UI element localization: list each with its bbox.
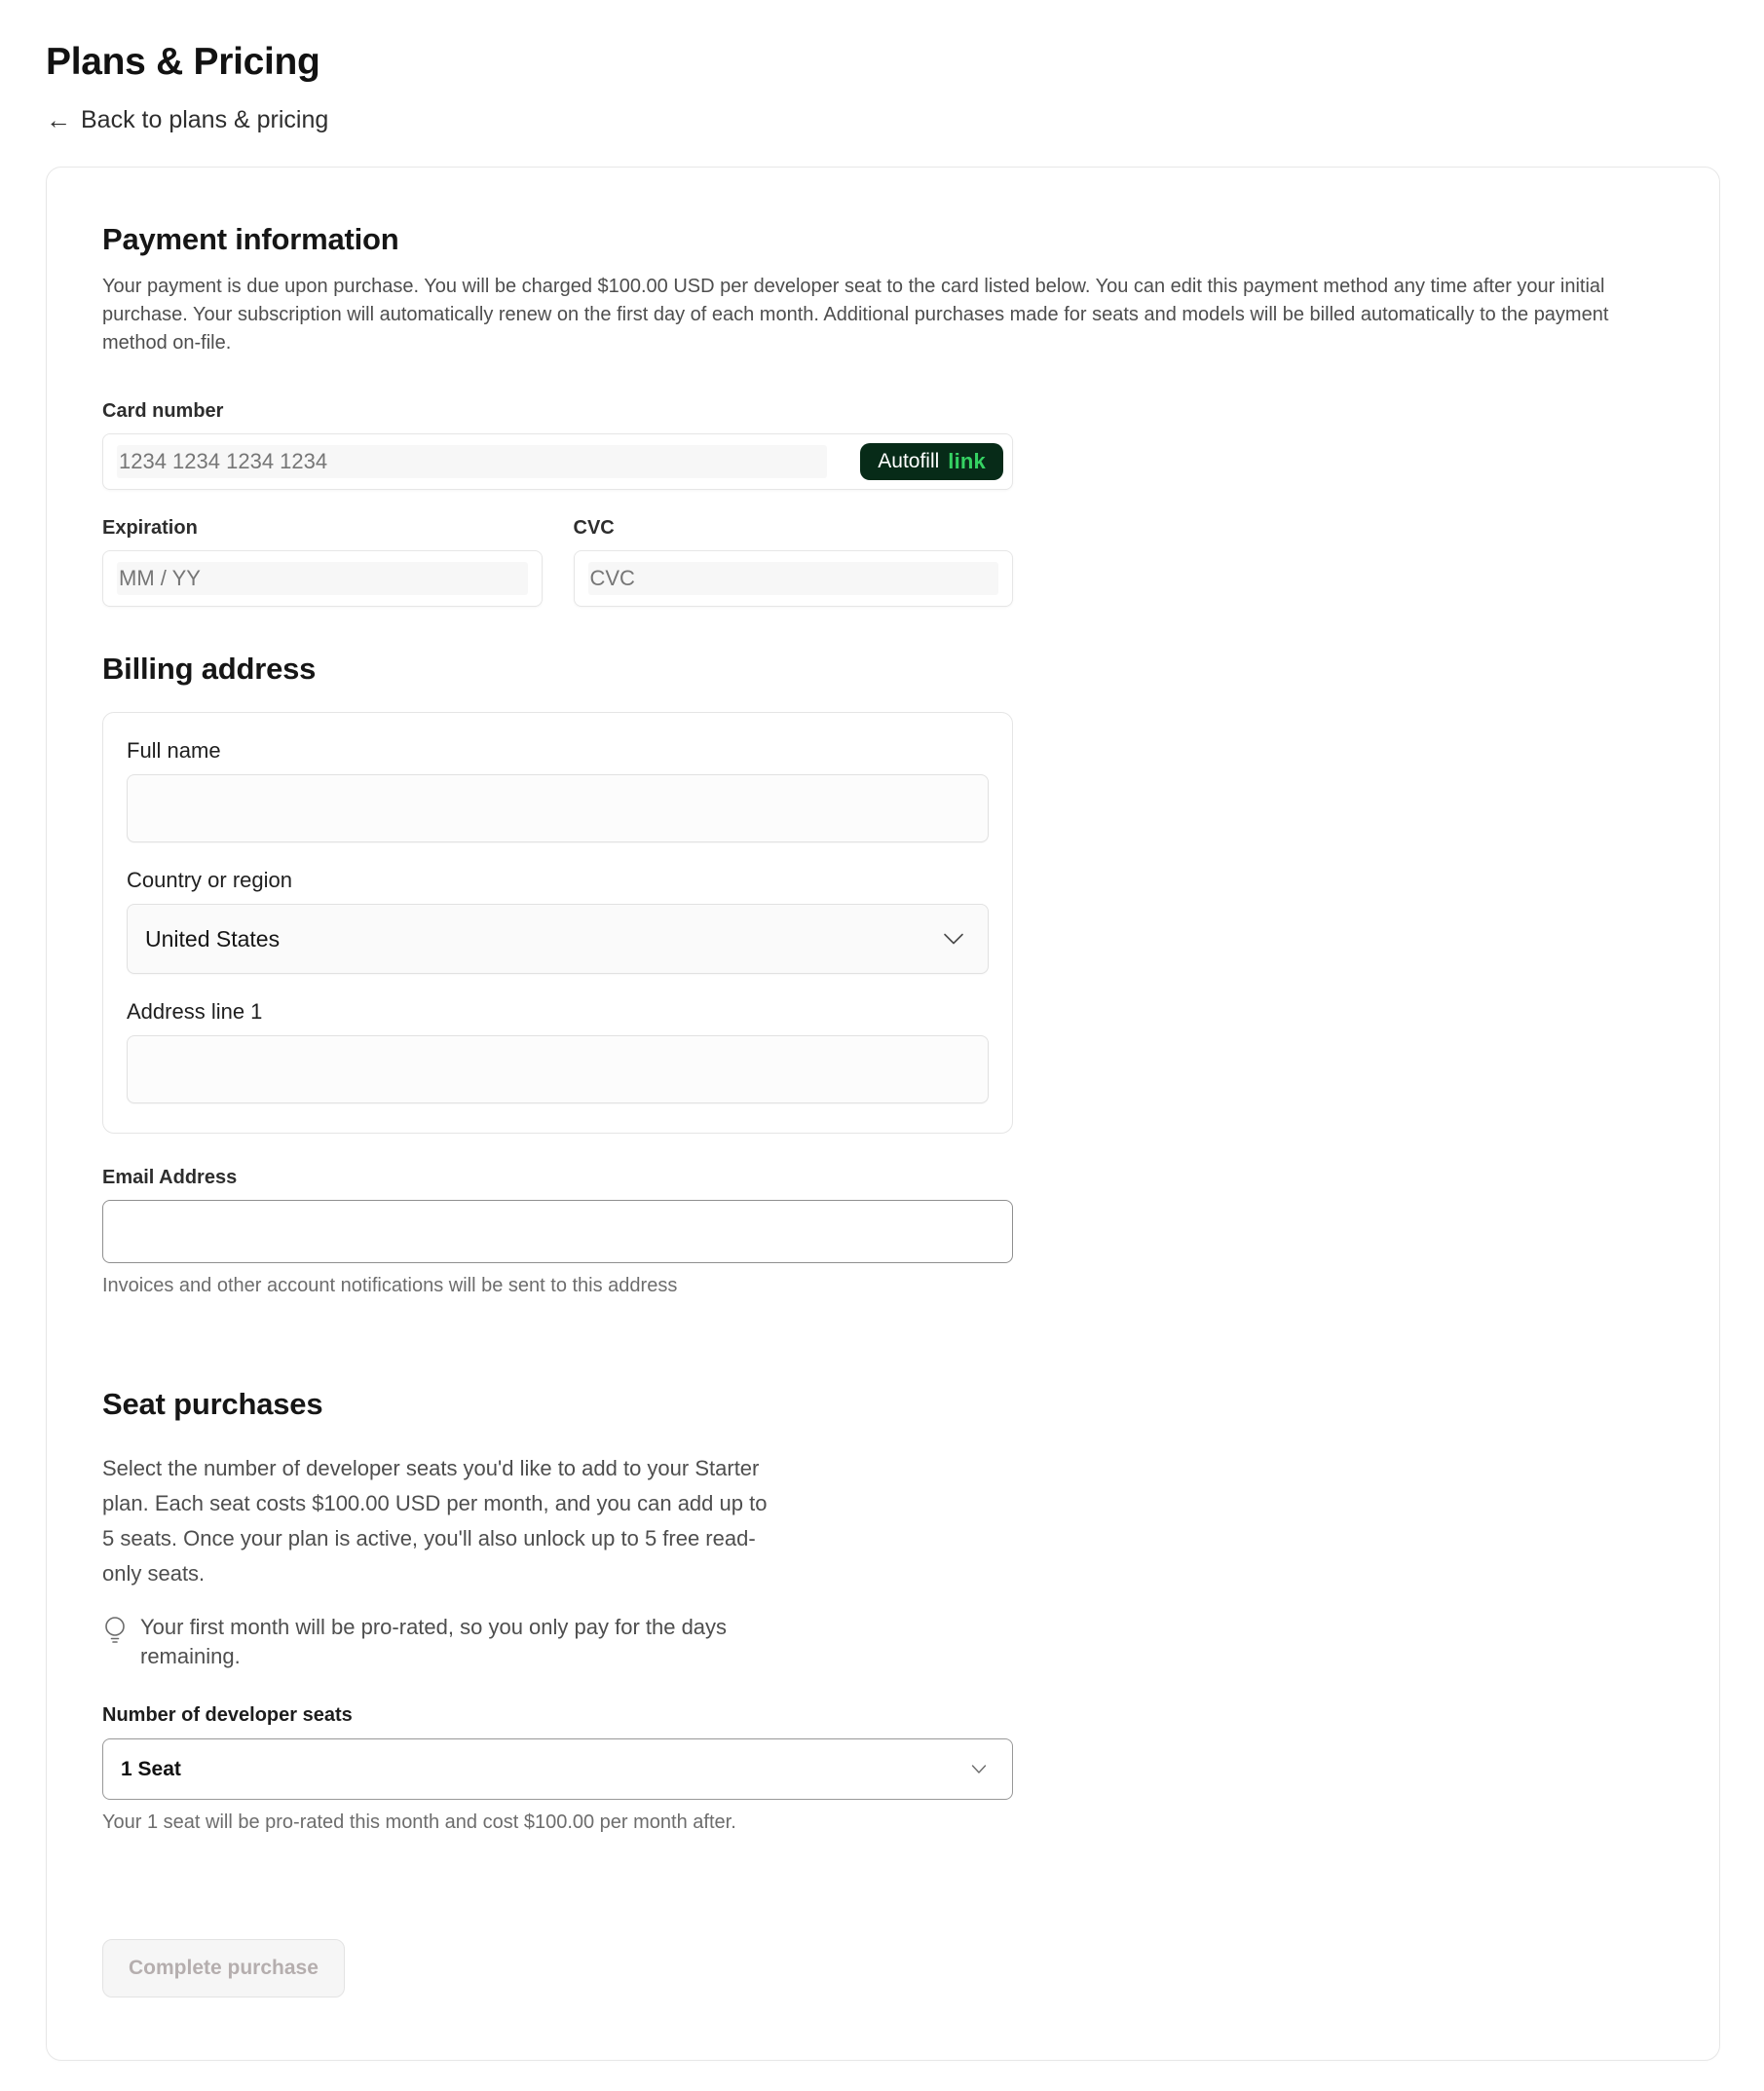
expiration-label: Expiration (102, 517, 198, 539)
autofill-label: Autofill (878, 450, 940, 472)
email-group (102, 1167, 1013, 1297)
lightbulb-icon (102, 1615, 128, 1644)
chevron-down-icon (971, 1764, 987, 1774)
seat-count-helper-text: Your 1 seat will be pro-rated this month and cost $100.00 per month after. (102, 1811, 736, 1833)
seat-purchases-heading: Seat purchases (102, 1387, 323, 1421)
page-title: Plans & Pricing (46, 41, 320, 83)
seat-count-select[interactable] (102, 1738, 1013, 1800)
full-name-group (127, 738, 989, 842)
email-helper-text: Invoices and other account notifications will be sent to this address (102, 1275, 678, 1296)
email-address-input[interactable] (102, 1200, 1013, 1263)
country-label: Country or region (127, 868, 292, 892)
expiration-group (102, 517, 543, 607)
card-number-group (102, 400, 1013, 490)
autofill-link-button[interactable] (860, 443, 1003, 480)
country-group (127, 868, 989, 974)
full-name-label: Full name (127, 738, 221, 763)
billing-address-heading: Billing address (102, 652, 317, 686)
seat-count-label: Number of developer seats (102, 1704, 353, 1726)
country-selected-value: United States (145, 925, 281, 952)
back-to-plans-link[interactable] (46, 105, 328, 135)
country-select[interactable] (127, 904, 989, 974)
checkout-card (46, 167, 1720, 2061)
payment-description: Your payment is due upon purchase. You will be charged $100.00 USD per developer seat to the card listed below. You can edit this payment method any time after your initial purchase. Your subscription will automatically renew on the first day of each month. Additional purchases made for seats and models will be billed automatically to the payment method on-file. (102, 276, 1609, 354)
address-line-1-label: Address line 1 (127, 999, 263, 1024)
prorate-tip-text: Your first month will be pro-rated, so you only pay for the days remaining. (140, 1615, 728, 1668)
card-number-label: Card number (102, 400, 224, 422)
seat-purchases-description: Select the number of developer seats you'd like to add to your Starter plan. Each seat costs $100.00 USD per month, and you can add up to 5 seats. Once your plan is active, you'll also unlock up to 5 free read-only seats. (102, 1456, 768, 1586)
expiration-input[interactable] (102, 550, 543, 607)
full-name-input[interactable] (127, 774, 989, 842)
back-link-label: Back to plans & pricing (81, 106, 329, 133)
address-line-1-group (127, 999, 989, 1103)
cvc-input[interactable] (574, 550, 1014, 607)
complete-purchase-button[interactable]: Complete purchase (102, 1939, 345, 1998)
seat-count-group (102, 1704, 1013, 1834)
email-address-label: Email Address (102, 1167, 238, 1188)
link-brand-logo: link (948, 449, 986, 473)
back-arrow-icon: ← (46, 105, 71, 134)
cvc-placeholder: CVC (589, 566, 635, 590)
prorate-tip (102, 1613, 804, 1671)
payment-information-heading: Payment information (102, 222, 399, 256)
billing-address-box (102, 712, 1013, 1134)
seat-count-selected-value: 1 Seat (121, 1757, 181, 1780)
cvc-label: CVC (573, 517, 615, 539)
card-number-input[interactable] (102, 433, 1013, 490)
card-number-placeholder: 1234 1234 1234 1234 (119, 449, 328, 473)
expiration-placeholder: MM / YY (119, 566, 201, 590)
input-loading-shimmer (588, 562, 999, 595)
chevron-down-icon (943, 932, 964, 946)
address-line-1-input[interactable] (127, 1035, 989, 1103)
cvc-group (574, 517, 1014, 607)
